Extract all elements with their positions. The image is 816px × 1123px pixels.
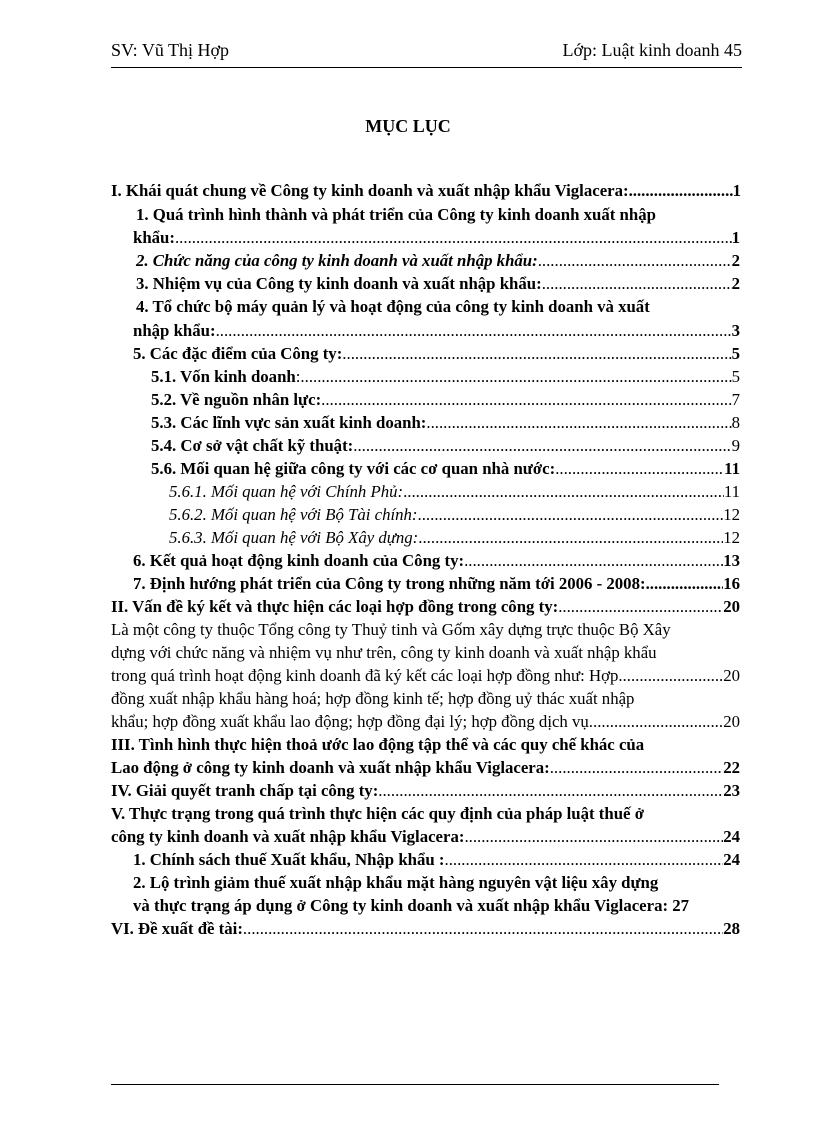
- toc-paragraph-line: dựng với chức năng và nhiệm vụ như trên, công ty kinh doanh và xuất nhập khẩu: [111, 643, 657, 662]
- toc-entry[interactable]: 4. Tổ chức bộ máy quản lý và hoạt động của công ty kinh doanh và xuất: [136, 297, 650, 316]
- toc-entry[interactable]: 5.6.2. Mối quan hệ với Bộ Tài chính: ..... 12: [169, 503, 740, 526]
- class-name: Lớp: Luật kinh doanh 45: [562, 40, 742, 60]
- toc-entry[interactable]: Lao động ở công ty kinh doanh và xuất nhập khẩu Viglacera: ..... 22: [111, 756, 740, 779]
- student-name: SV: Vũ Thị Hợp: [111, 40, 230, 60]
- toc-entry[interactable]: 5.4. Cơ sở vật chất kỹ thuật: ..... 9: [151, 434, 740, 457]
- page-title: MỤC LỤC: [365, 116, 451, 136]
- toc-entry[interactable]: II. Vấn đề ký kết và thực hiện các loại hợp đồng trong công ty: ..... 20: [111, 595, 740, 618]
- toc-entry[interactable]: IV. Giải quyết tranh chấp tại công ty: ..... 23: [111, 779, 740, 802]
- toc-paragraph-line: đồng xuất nhập khẩu hàng hoá; hợp đồng kinh tế; hợp đồng uỷ thác xuất nhập: [111, 689, 635, 708]
- toc-paragraph-line[interactable]: trong quá trình hoạt động kinh doanh đã ký kết các loại hợp đồng như: Hợp ..... 20: [111, 664, 740, 687]
- toc-entry[interactable]: 5.6. Mối quan hệ giữa công ty với các cơ quan nhà nước: ..... 11: [151, 457, 740, 480]
- toc-entry[interactable]: khẩu: ..... 1: [133, 226, 740, 249]
- toc-entry[interactable]: 2. Lộ trình giảm thuế xuất nhập khẩu mặt hàng nguyên vật liệu xây dựng: [133, 873, 659, 892]
- toc-entry[interactable]: nhập khẩu: ..... 3: [133, 319, 740, 342]
- toc-entry[interactable]: 2. Chức năng của công ty kinh doanh và xuất nhập khẩu: ..... 2: [136, 249, 740, 272]
- toc-entry[interactable]: VI. Đề xuất đề tài: ..... 28: [111, 917, 740, 940]
- page-header: [111, 40, 742, 62]
- toc-entry[interactable]: 3. Nhiệm vụ của Công ty kinh doanh và xuất nhập khẩu: ..... 2: [136, 272, 740, 295]
- header-divider: [111, 67, 742, 68]
- toc-entry[interactable]: 5.2. Về nguồn nhân lực: ..... 7: [151, 388, 740, 411]
- toc-entry[interactable]: V. Thực trạng trong quá trình thực hiện các quy định của pháp luật thuế ở: [111, 804, 644, 823]
- toc-entry[interactable]: 1. Chính sách thuế Xuất khẩu, Nhập khẩu : ..... 24: [133, 848, 740, 871]
- toc-entry[interactable]: và thực trạng áp dụng ở Công ty kinh doanh và xuất nhập khẩu Viglacera: 27: [133, 896, 690, 915]
- toc-entry[interactable]: III. Tình hình thực hiện thoả ước lao động tập thể và các quy chế khác của: [111, 735, 645, 754]
- toc-entry[interactable]: 5.3. Các lĩnh vực sản xuất kinh doanh: ..... 8: [151, 411, 740, 434]
- toc-entry[interactable]: 5.6.1. Mối quan hệ với Chính Phủ: ..... 11: [169, 480, 740, 503]
- toc-entry[interactable]: 5.6.3. Mối quan hệ với Bộ Xây dựng: ..... 12: [169, 526, 740, 549]
- toc-paragraph-line[interactable]: khẩu; hợp đồng xuất khẩu lao động; hợp đồng đại lý; hợp đồng dịch vụ. ..... 20: [111, 710, 740, 733]
- toc-entry[interactable]: I. Khái quát chung về Công ty kinh doanh và xuất nhập khẩu Viglacera: ..... 1: [111, 179, 741, 202]
- toc-entry[interactable]: 1. Quá trình hình thành và phát triển của Công ty kinh doanh xuất nhập: [136, 205, 656, 224]
- toc-entry[interactable]: 5.1. Vốn kinh doanh : ..... 5: [151, 365, 740, 388]
- footer-divider: [111, 1084, 719, 1085]
- toc-entry[interactable]: công ty kinh doanh và xuất nhập khẩu Viglacera: ..... 24: [111, 825, 740, 848]
- toc-entry[interactable]: 5. Các đặc điểm của Công ty: ..... 5: [133, 342, 740, 365]
- toc-entry[interactable]: 6. Kết quả hoạt động kinh doanh của Công ty: ..... 13: [133, 549, 740, 572]
- toc-paragraph-line: Là một công ty thuộc Tổng công ty Thuỷ tinh và Gốm xây dựng trực thuộc Bộ Xây: [111, 620, 671, 639]
- toc-entry[interactable]: 7. Định hướng phát triển của Công ty trong những năm tới 2006 - 2008: ..... 16: [133, 572, 740, 595]
